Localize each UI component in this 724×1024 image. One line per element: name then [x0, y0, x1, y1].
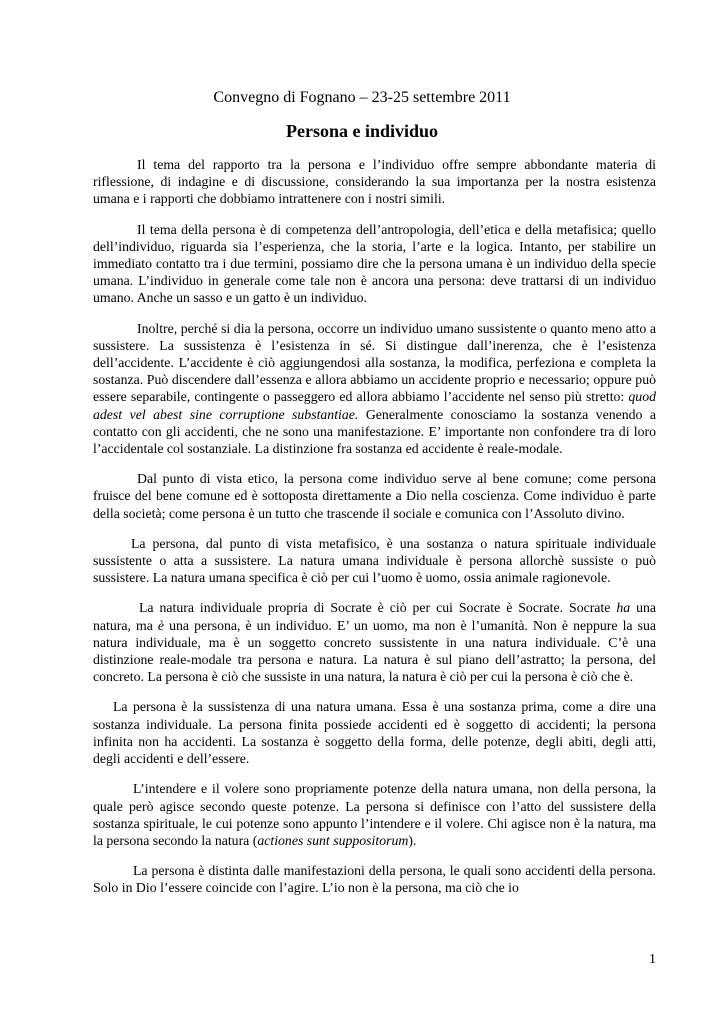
paragraph-text-continued: Generalmente conosciamo la sostanza venendo a contatto con gli accidenti, che ne sono una manifestazione. E’ importante non confondere tra di loro l’accidentale col sostanziale. La distinzione fra sostanza ed accidente è reale-modale. [93, 406, 657, 457]
paragraph-text: una natura, ma [93, 600, 657, 633]
paragraph-text: Il tema della persona è di competenza dell’antropologia, dell’etica e della metafisica; quello dell’individuo, riguarda sia l’esperienza, che la storia, l’arte e la logica. Intanto, per stabilire un immediato contatto tra i due termini, possiamo dire che la persona umana è un individuo della specie umana. L’individuo in generale come tale non è ancora una persona: deve trattarsi di un individuo umano. Anche un sasso e un gatto è un individuo. [93, 221, 656, 306]
paragraph-text: Il tema del rapporto tra la persona e l’individuo offre sempre abbondante materia di riflessione, di indagine e di discussione, considerando la sua importanza per la nostra esistenza umana e i rapporti che dobbiamo intrattenere con i nostri simili. [93, 157, 656, 207]
paragraph-5 [93, 535, 656, 587]
paragraph-text: Dal punto di vista etico, la persona come individuo serve al bene comune; come persona fruisce del bene comune ed è sottoposta direttamente a Dio nella coscienza. Come individuo è parte della società; come persona è un tutto che trascende il sociale e comunica con l’Assoluto divino. [93, 471, 656, 521]
document-body [93, 156, 656, 896]
emphasis-e: è [157, 617, 165, 633]
paragraph-text: una persona, è un individuo. E’ un uomo, ma non è l’umanità. Non è neppure la sua natura individuale, ma è un soggetto concreto sussistente in una natura individuale. C’è una distinzione reale-modale tra persona e natura. La natura è sul piano dell’astratto; la persona, del concreto. La persona è ciò che sussiste in una natura, la natura è ciò per cui la persona è ciò che è. [93, 617, 656, 685]
paragraph-1 [93, 156, 656, 208]
latin-quotation: actiones sunt suppositorum [257, 832, 409, 848]
paragraph-9 [93, 862, 656, 896]
paragraph-7 [93, 698, 656, 767]
paragraph-text: La persona è la sussistenza di una natura umana. Essa è una sostanza prima, come a dire una sostanza individuale. La persona finita possiede accidenti ed è soggetto di accidenti; la persona infinita non ha accidenti. La sostanza è soggetto della forma, delle potenze, degli abiti, degli atti, degli accidenti e dell’essere. [93, 699, 656, 767]
paragraph-2 [93, 221, 656, 307]
paragraph-4 [93, 470, 656, 522]
paragraph-text-continued: ). [408, 832, 417, 848]
page-number: 1 [649, 952, 656, 967]
document-title: Persona e individuo [285, 121, 439, 141]
latin-quotation: quod adest vel abest sine corruptione substantiae. [93, 389, 656, 422]
paragraph-text: La persona è distinta dalle manifestazioni della persona, le quali sono accidenti della persona. Solo in Dio l’essere coincide con l’agire. L’io non è la persona, ma ciò che io [93, 863, 656, 896]
paragraph-text: La persona, dal punto di vista metafisico, è una sostanza o natura spirituale individuale sussistente o atta a sussistere. La natura umana individuale è persona allorchè sussiste o può sussistere. La natura umana specifica è ciò per cui l’uomo è uomo, ossia animale ragionevole. [93, 535, 656, 586]
paragraph-3 [93, 320, 656, 458]
emphasis-ha: ha [616, 600, 631, 616]
paragraph-text: L’intendere e il volere sono propriamente potenze della natura umana, non della persona, la quale però agisce secondo queste potenze. La persona si definisce con l’atto del sussistere della sostanza spirituale, le cui potenze sono appunto l’intendere e il volere. Chi agisce non è la natura, ma la persona secondo la natura ( [93, 781, 656, 848]
conference-heading: Convegno di Fognano – 23-25 settembre 2011 [213, 89, 511, 106]
paragraph-8 [93, 780, 656, 849]
paragraph-text: Inoltre, perché si dia la persona, occorre un individuo umano sussistente o quanto meno atto a sussistere. La sussistenza è l’esistenza in sé. Si distingue dall’inerenza, che è l’esistenza dell’accidente. L’accidente è ciò aggiungendosi alla sostanza, la modifica, perfeziona e completa la sostanza. Può discendere dall’essenza e allora abbiamo un accidente proprio e necessario; oppure può essere separabile, contingente o passeggero ed allora abbiamo l’accidente nel senso più stretto: [93, 320, 656, 405]
paragraph-6 [93, 599, 656, 685]
paragraph-text: La natura individuale propria di Socrate è ciò per cui Socrate è Socrate. Socrate [139, 600, 617, 616]
